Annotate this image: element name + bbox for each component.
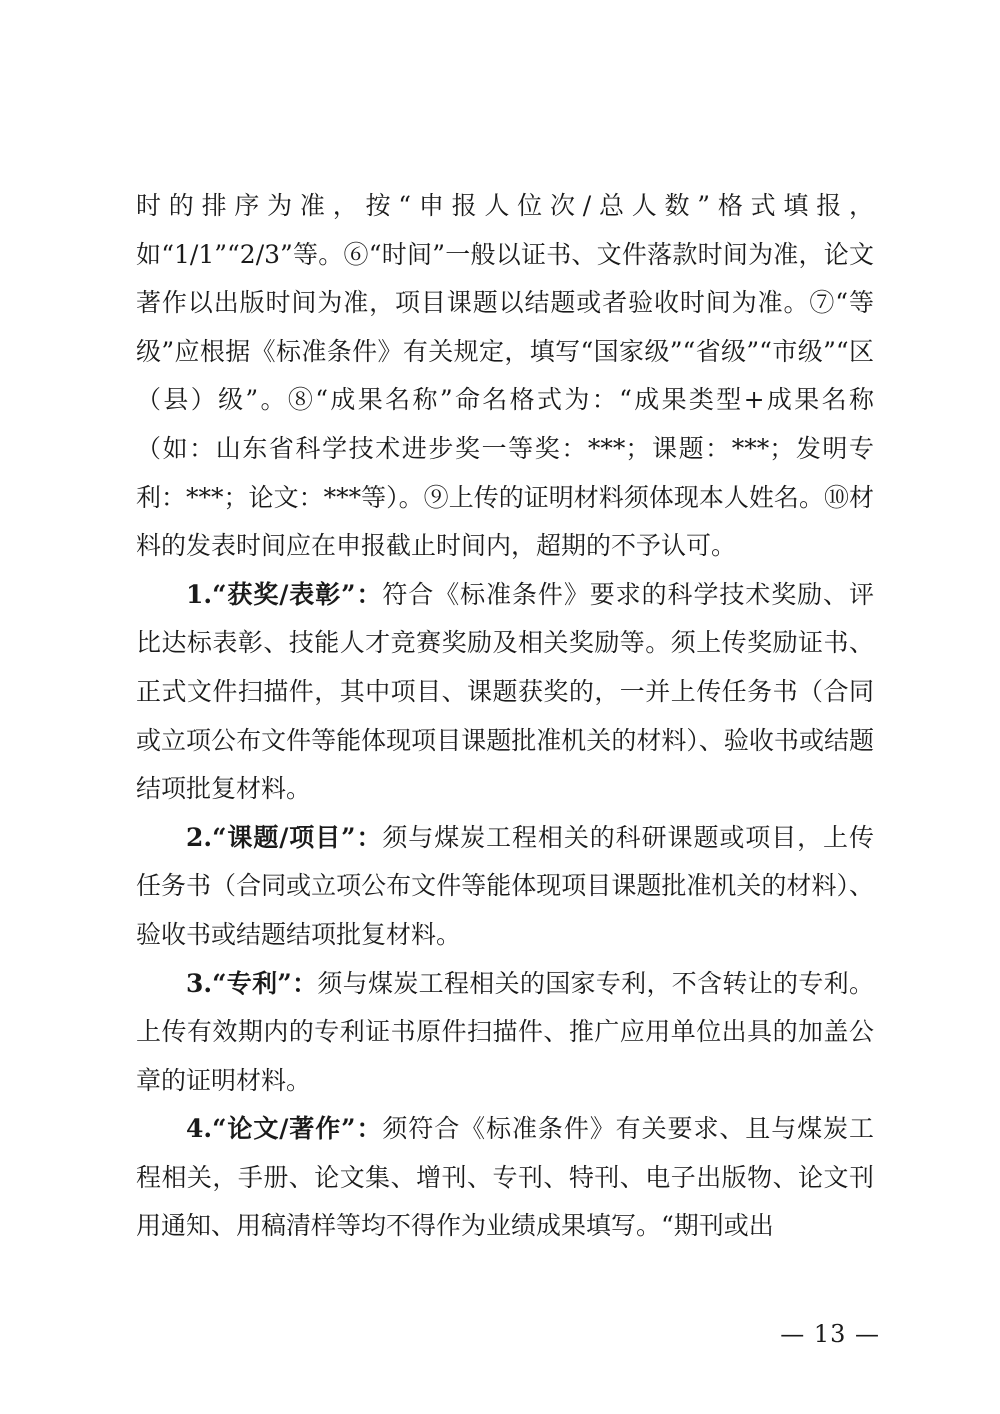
paragraph-projects <box>136 814 874 960</box>
page-number: — 13 — <box>780 1320 880 1348</box>
paragraph-papers <box>136 1105 874 1251</box>
paragraph-patents <box>136 960 874 1106</box>
paragraph-text: 符合《标准条件》要求的科学技术奖励、评比达标表彰、技能人才竞赛奖励及相关奖励等。须上传奖励证书、正式文件扫描件，其中项目、课题获奖的，一并上传任务书（合同或立项公布文件等能体现项目课题批准机关的材料）、验收书或结题结项批复材料。 <box>136 579 874 804</box>
paragraph-awards <box>136 571 874 814</box>
document-body <box>136 182 874 1251</box>
paragraph-heading-papers: 4.“论文/著作”： <box>186 1114 383 1144</box>
paragraph-heading-patents: 3.“专利”： <box>186 968 318 998</box>
paragraph-heading-awards: 1.“获奖/表彰”： <box>186 579 383 609</box>
paragraph-text: 须与煤炭工程相关的科研课题或项目，上传任务书（合同或立项公布文件等能体现项目课题批准机关的材料）、验收书或结题结项批复材料。 <box>136 822 874 949</box>
paragraph-heading-projects: 2.“课题/项目”： <box>186 822 383 852</box>
paragraph-continuation <box>136 182 874 571</box>
paragraph-text: 时的排序为准，按“申报人位次/总人数”格式填报，如“1/1”“2/3”等。⑥“时间”一般以证书、文件落款时间为准，论文著作以出版时间为准，项目课题以结题或者验收时间为准。⑦“等级”应根据《标准条件》有关规定，填写“国家级”“省级”“市级”“区（县）级”。⑧“成果名称”命名格式为：“成果类型+成果名称（如：山东省科学技术进步奖一等奖：***；课题：***；发明专利：***；论文：***等）。⑨上传的证明材料须体现本人姓名。⑩材料的发表时间应在申报截止时间内，超期的不予认可。 <box>136 191 874 561</box>
paragraph-text: 须与煤炭工程相关的国家专利，不含转让的专利。上传有效期内的专利证书原件扫描件、推广应用单位出具的加盖公章的证明材料。 <box>136 968 874 1095</box>
paragraph-text: 须符合《标准条件》有关要求、且与煤炭工程相关，手册、论文集、增刊、专刊、特刊、电子出版物、论文刊用通知、用稿清样等均不得作为业绩成果填写。“期刊或出 <box>136 1114 874 1241</box>
